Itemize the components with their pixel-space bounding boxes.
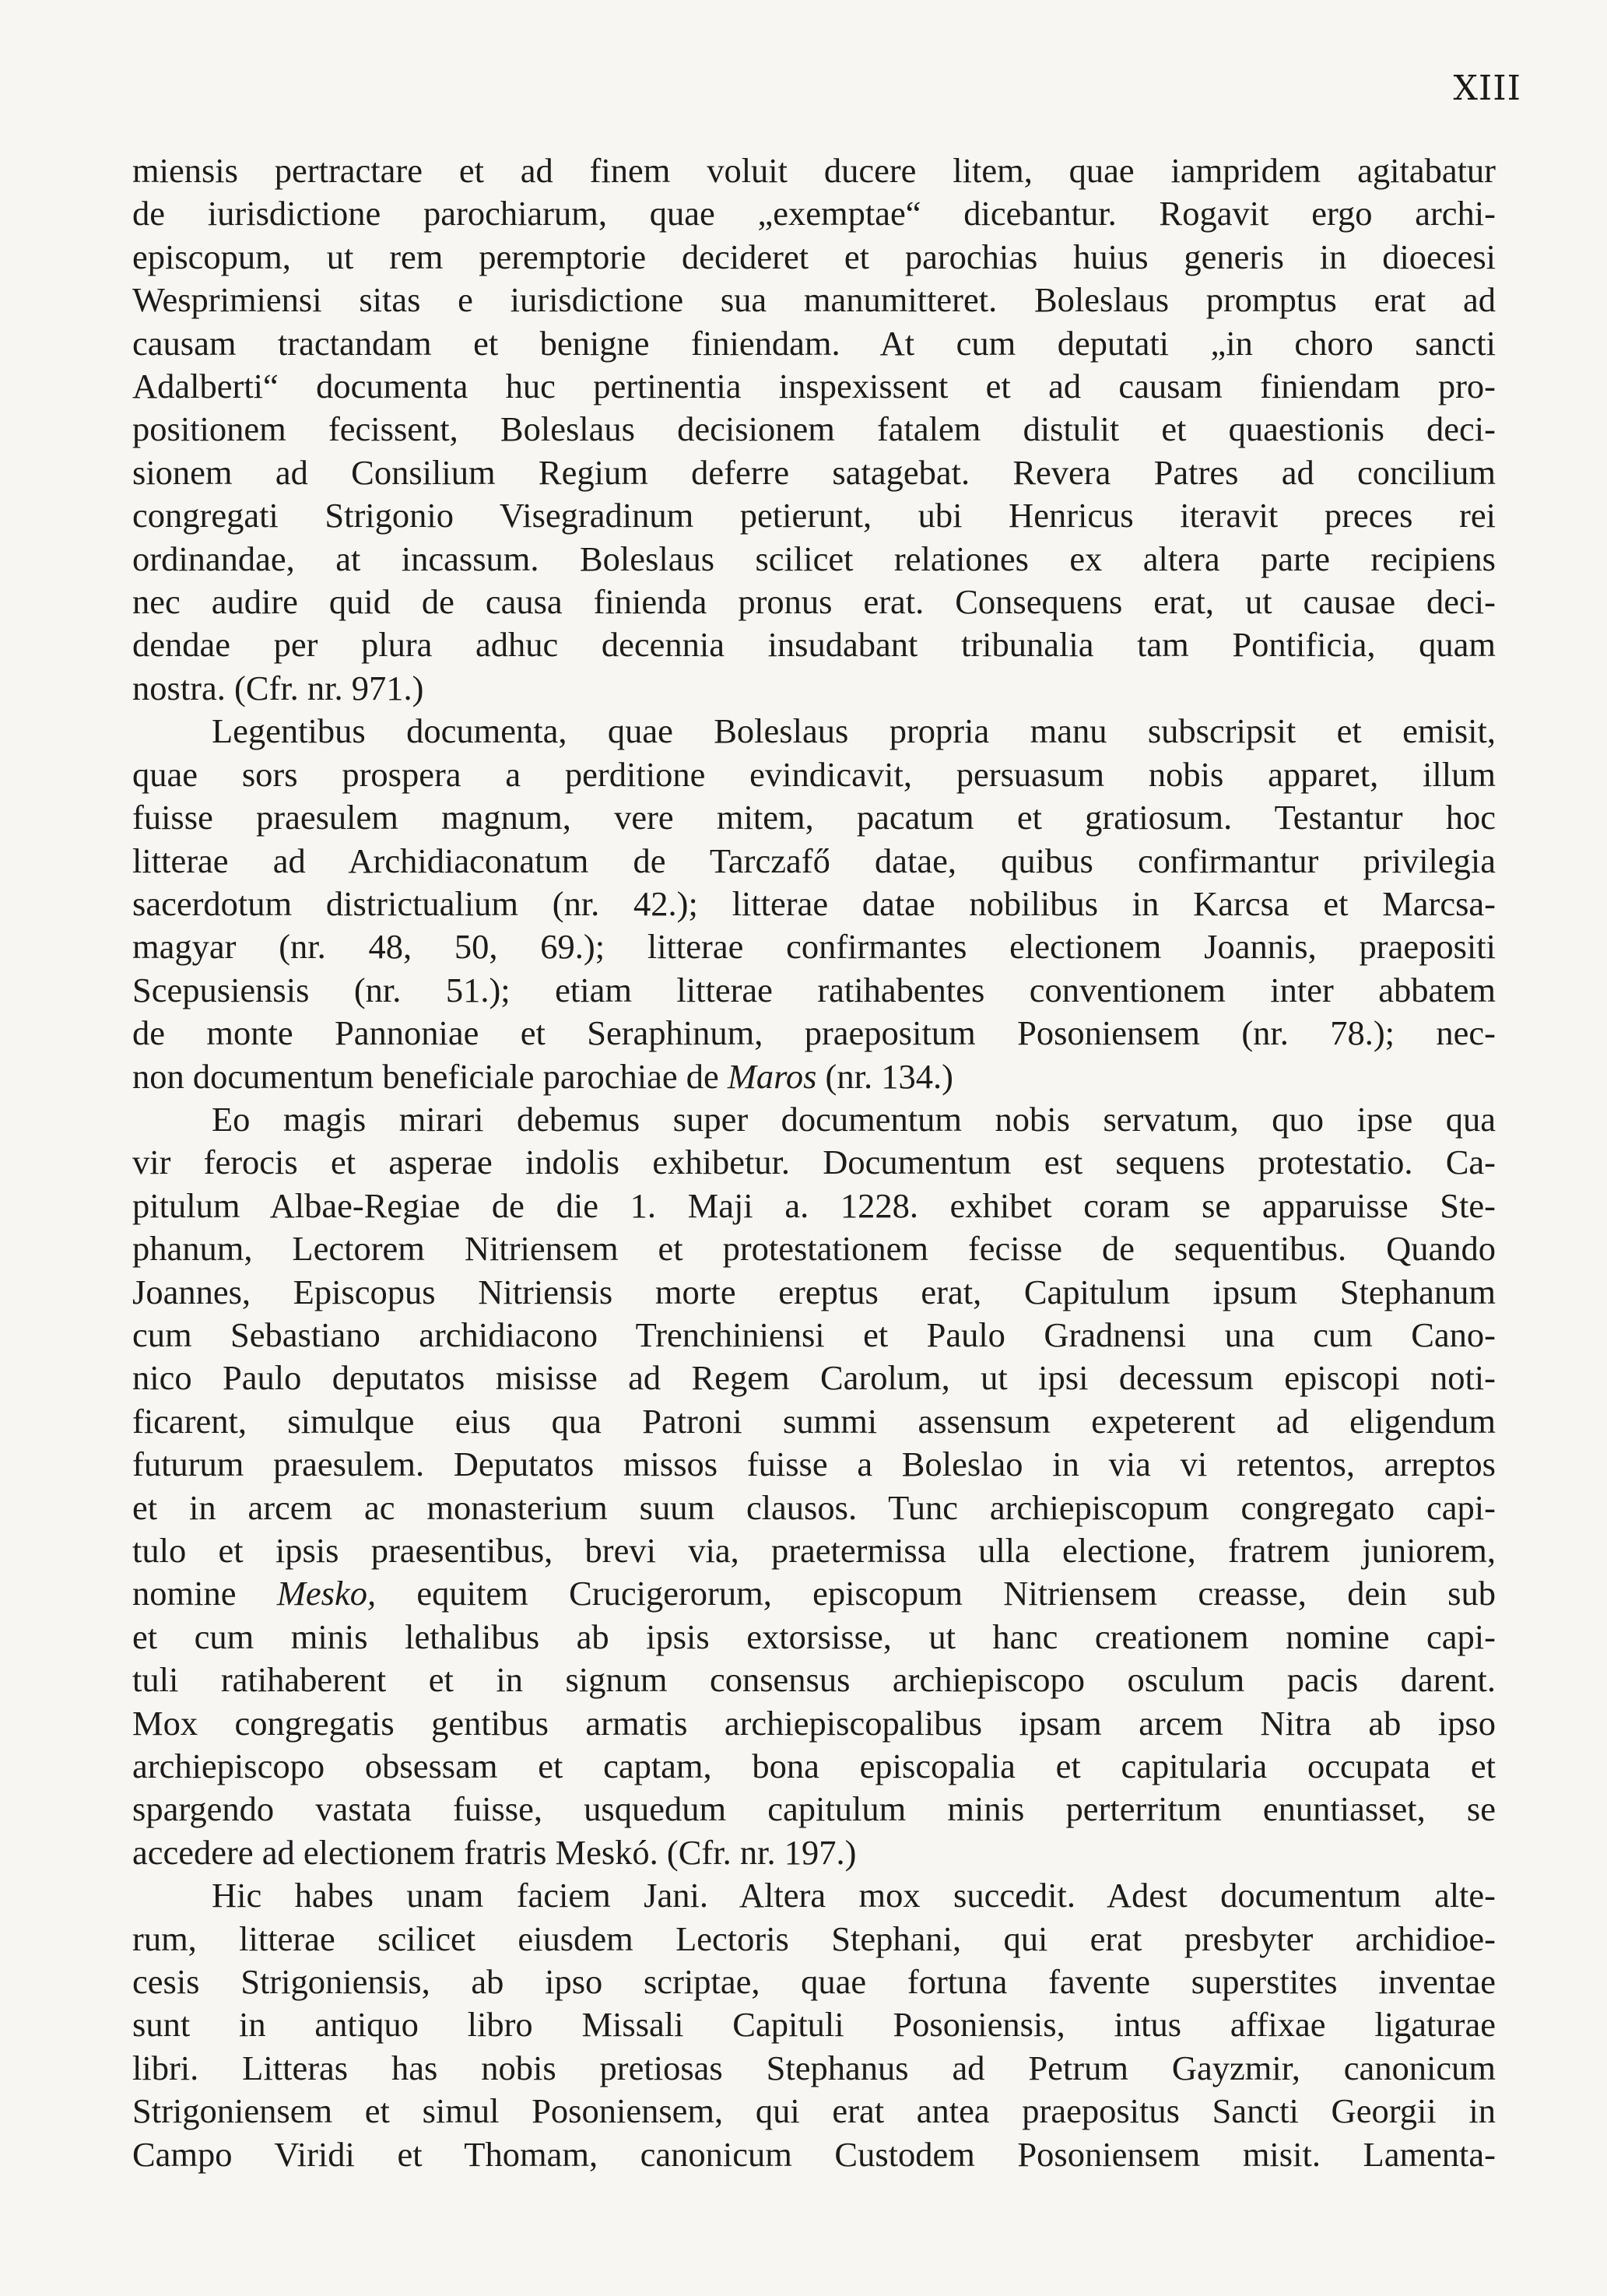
text-line: sionem ad Consilium Regium deferre satagebat. Revera Patres ad concilium [132, 452, 1496, 492]
text-line-italic-mesko: nomine Mesko, equitem Crucigerorum, episcopum Nitriensem creasse, dein sub [132, 1574, 1496, 1613]
text-line: Eo magis mirari debemus super documentum nobis servatum, quo ipse qua [212, 1099, 1496, 1139]
text-line: Wesprimiensi sitas e iurisdictione sua manumitteret. Boleslaus promptus erat ad [132, 280, 1496, 320]
text-line: cesis Strigoniensis, ab ipso scriptae, quae fortuna favente superstites inventae [132, 1962, 1496, 2002]
body-text [132, 149, 1496, 2176]
page-number: XIII [1453, 68, 1521, 108]
paragraph-2 [132, 710, 1496, 1098]
text-line: fuisse praesulem magnum, vere mitem, pacatum et gratiosum. Testantur hoc [132, 798, 1496, 837]
text-line: tulo et ipsis praesentibus, brevi via, praetermissa ulla electione, fratrem juniorem, [132, 1531, 1496, 1570]
text-line: Hic habes unam faciem Jani. Altera mox succedit. Adest documentum alte- [212, 1876, 1496, 1915]
text-line: litterae ad Archidiaconatum de Tarczafő datae, quibus confirmantur privilegia [132, 841, 1496, 880]
text-line: Mox congregatis gentibus armatis archiepiscopalibus ipsam arcem Nitra ab ipso [132, 1703, 1496, 1743]
text-line: cum Sebastiano archidiacono Trenchiniensi et Paulo Gradnensi una cum Cano- [132, 1315, 1496, 1354]
text-line: dendae per plura adhuc decennia insudabant tribunalia tam Pontificia, quam [132, 625, 1496, 665]
paragraph-1 [132, 149, 1496, 710]
text-line: Strigoniensem et simul Posoniensem, qui erat antea praepositus Sancti Georgii in [132, 2091, 1496, 2131]
text-line: ficarent, simulque eius qua Patroni summi assensum expeterent ad eligendum [132, 1401, 1496, 1441]
text-line: phanum, Lectorem Nitriensem et protestationem fecisse de sequentibus. Quando [132, 1229, 1496, 1269]
italic-word: Mesko, [276, 1574, 377, 1613]
text-line: magyar (nr. 48, 50, 69.); litterae confirmantes electionem Joannis, praepositi [132, 927, 1496, 967]
text-line: archiepiscopo obsessam et captam, bona episcopalia et capitularia occupata et [132, 1747, 1496, 1786]
text-line-italic-maros: non documentum beneficiale parochiae de Maros (nr. 134.) [132, 1056, 953, 1096]
text-line: miensis pertractare et ad finem voluit ducere litem, quae iampridem agitabatur [132, 151, 1496, 190]
text-line: futurum praesulem. Deputatos missos fuisse a Boleslao in via vi retentos, arreptos [132, 1445, 1496, 1484]
text-line: causam tractandam et benigne finiendam. At cum deputati „in choro sancti [132, 323, 1496, 363]
text-line: nostra. (Cfr. nr. 971.) [132, 668, 424, 707]
text-line: nec audire quid de causa finienda pronus erat. Consequens erat, ut causae deci- [132, 582, 1496, 622]
text-line: Adalberti“ documenta huc pertinentia inspexissent et ad causam finiendam pro- [132, 367, 1496, 406]
paragraph-3 [132, 1098, 1496, 1874]
text-line: spargendo vastata fuisse, usquedum capitulum minis perterritum enuntiasset, se [132, 1789, 1496, 1829]
text-line: libri. Litteras has nobis pretiosas Stephanus ad Petrum Gayzmir, canonicum [132, 2048, 1496, 2087]
text-line: Joannes, Episcopus Nitriensis morte ereptus erat, Capitulum ipsum Stephanum [132, 1272, 1496, 1311]
text-line: accedere ad electionem fratris Meskó. (Cfr. nr. 197.) [132, 1832, 857, 1872]
text-line: de monte Pannoniae et Seraphinum, praepositum Posoniensem (nr. 78.); nec- [132, 1013, 1496, 1053]
text-line: nico Paulo deputatos misisse ad Regem Carolum, ut ipsi decessum episcopi noti- [132, 1358, 1496, 1398]
text-line: Scepusiensis (nr. 51.); etiam litterae ratihabentes conventionem inter abbatem [132, 970, 1496, 1009]
text-line: rum, litterae scilicet eiusdem Lectoris Stephani, qui erat presbyter archidioe- [132, 1919, 1496, 1958]
text-line: vir ferocis et asperae indolis exhibetur. Documentum est sequens protestatio. Ca- [132, 1143, 1496, 1182]
text-line: Campo Viridi et Thomam, canonicum Custodem Posoniensem misit. Lamenta- [132, 2134, 1496, 2174]
text-line: quae sors prospera a perditione evindicavit, persuasum nobis apparet, illum [132, 754, 1496, 794]
text-line: sacerdotum districtualium (nr. 42.); litterae datae nobilibus in Karcsa et Marcsa- [132, 883, 1496, 923]
italic-word: Maros [727, 1056, 817, 1096]
paragraph-4 [132, 1874, 1496, 2176]
text-line: et cum minis lethalibus ab ipsis extorsisse, ut hanc creationem nomine capi- [132, 1617, 1496, 1656]
text-line: de iurisdictione parochiarum, quae „exemptae“ dicebantur. Rogavit ergo archi- [132, 194, 1496, 233]
text-line: Legentibus documenta, quae Boleslaus propria manu subscripsit et emisit, [212, 711, 1496, 751]
text-line: pitulum Albae-Regiae de die 1. Maji a. 1228. exhibet coram se apparuisse Ste- [132, 1185, 1496, 1225]
text-line: tuli ratihaberent et in signum consensus archiepiscopo osculum pacis darent. [132, 1660, 1496, 1700]
text-line: congregati Strigonio Visegradinum petierunt, ubi Henricus iteravit preces rei [132, 496, 1496, 535]
text-line: et in arcem ac monasterium suum clausos. Tunc archiepiscopum congregato capi- [132, 1487, 1496, 1527]
text-line: ordinandae, at incassum. Boleslaus scilicet relationes ex altera parte recipiens [132, 539, 1496, 578]
text-line: positionem fecissent, Boleslaus decisionem fatalem distulit et quaestionis deci- [132, 409, 1496, 449]
text-line: sunt in antiquo libro Missali Capituli Posoniensis, intus affixae ligaturae [132, 2005, 1496, 2045]
text-line: episcopum, ut rem peremptorie decideret et parochias huius generis in dioecesi [132, 237, 1496, 276]
